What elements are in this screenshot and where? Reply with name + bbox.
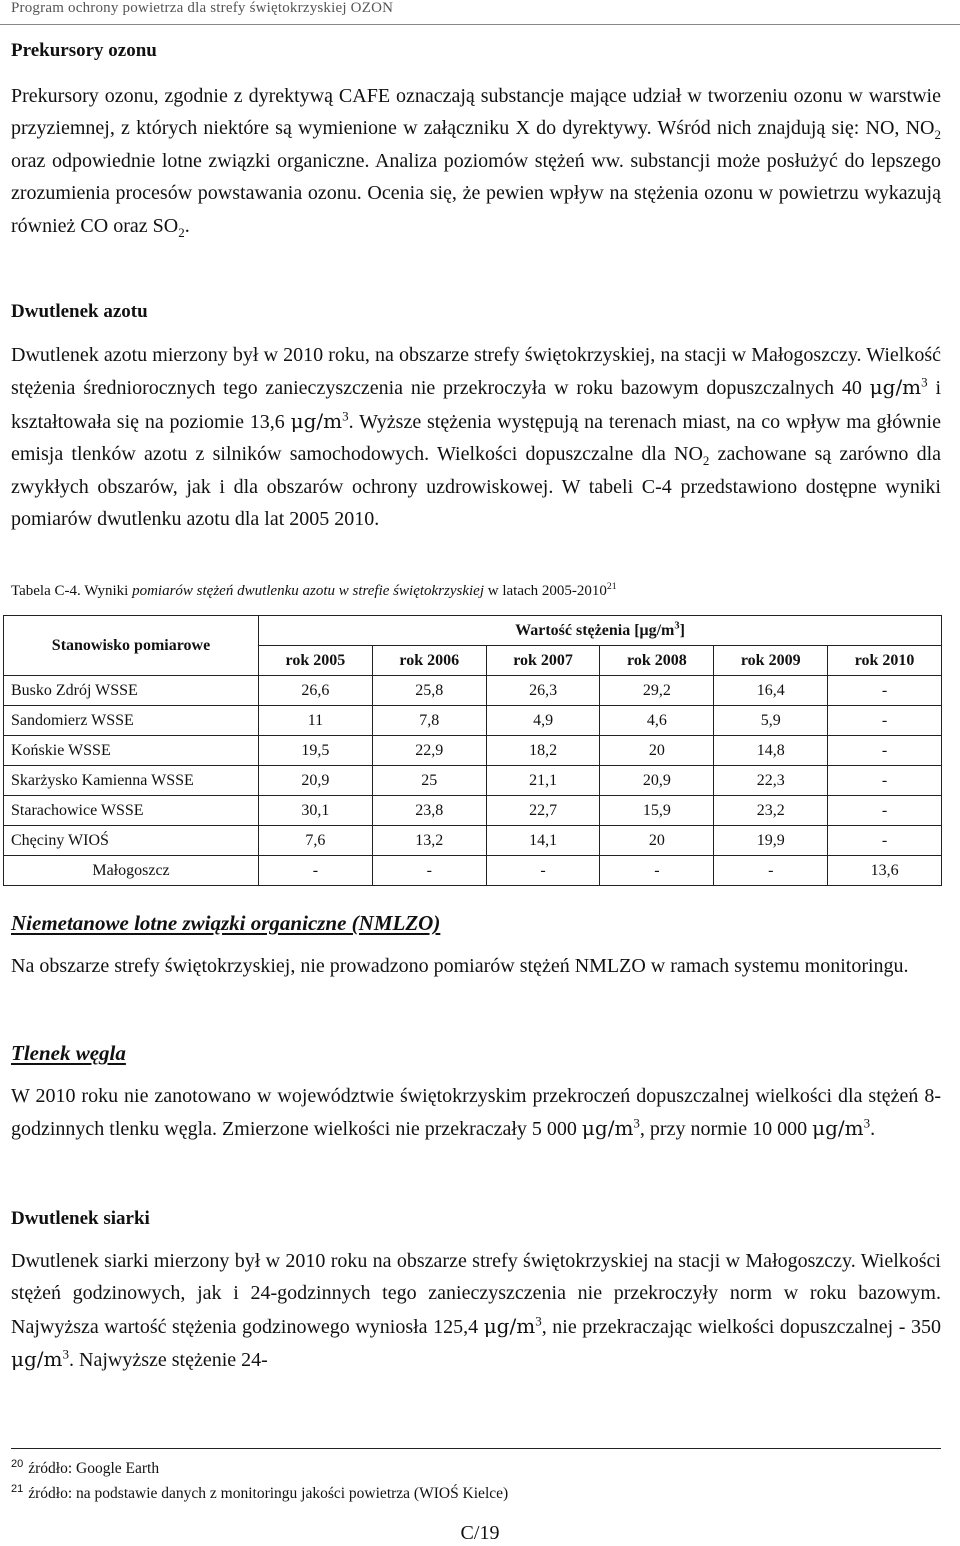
table-cell: 16,4 (714, 676, 828, 706)
table-cell: 30,1 (259, 796, 373, 826)
table-cell: 4,6 (600, 706, 714, 736)
footnote-rule (11, 1448, 941, 1449)
heading-no2: Dwutlenek azotu (11, 301, 148, 322)
table-cell: 14,1 (486, 826, 600, 856)
station-name: Starachowice WSSE (4, 796, 259, 826)
table-cell: 25,8 (372, 676, 486, 706)
table-row (4, 706, 942, 736)
table-cell: 21,1 (486, 766, 600, 796)
year-header: rok 2009 (714, 646, 828, 676)
heading-co: Tlenek węgla (11, 1041, 126, 1065)
year-header: rok 2008 (600, 646, 714, 676)
table-cell: 22,9 (372, 736, 486, 766)
station-name: Skarżysko Kamienna WSSE (4, 766, 259, 796)
table-cell: - (828, 766, 942, 796)
value-header: Wartość stężenia $[\mu g/m^3]$ (259, 616, 942, 646)
table-cell: 20 (600, 826, 714, 856)
table-cell: 5,9 (714, 706, 828, 736)
table-cell: 23,8 (372, 796, 486, 826)
year-header: rok 2007 (486, 646, 600, 676)
table-cell: 13,2 (372, 826, 486, 856)
table-cell: 22,3 (714, 766, 828, 796)
table-row (4, 736, 942, 766)
table-cell: - (828, 826, 942, 856)
table-cell: 11 (259, 706, 373, 736)
table-cell: 20 (600, 736, 714, 766)
table-cell: - (828, 706, 942, 736)
table-cell: 7,6 (259, 826, 373, 856)
page-number: C/19 (460, 1522, 500, 1544)
table-cell: - (600, 856, 714, 886)
running-header: Program ochrony powietrza dla strefy świętokrzyskiej OZON (11, 0, 394, 16)
paragraph-nmvoc: Na obszarze strefy świętokrzyskiej, nie prowadzono pomiarów stężeń NMLZO w ramach systemu monitoringu. (11, 955, 909, 977)
station-name: Busko Zdrój WSSE (4, 676, 259, 706)
heading-precursors: Prekursory ozonu (11, 40, 157, 61)
table-cell: 18,2 (486, 736, 600, 766)
table-row (4, 676, 942, 706)
heading-so2: Dwutlenek siarki (11, 1208, 150, 1229)
table-cell: 4,9 (486, 706, 600, 736)
table-cell: 22,7 (486, 796, 600, 826)
table-row (4, 766, 942, 796)
paragraph-so2: Dwutlenek siarki mierzony był w 2010 roku na obszarze strefy świętokrzyskiej na stacji w Małogoszczy. Wielkości stężeń godzinowych, jak i 24-godzinnych tego zanieczyszczenia nie przekroczyły norm w roku bazowym. Najwyższa wartość stężenia godzinowego wyniosła 125,4 $\mu g/m^3$, nie przekraczając wielkości dopuszczalnej - 350 $\mu g/m^3$. Najwyższe stężenie 24- (11, 1250, 941, 1372)
table-cell: - (372, 856, 486, 886)
table-cell: 29,2 (600, 676, 714, 706)
year-header: rok 2006 (372, 646, 486, 676)
table-cell: 19,9 (714, 826, 828, 856)
table-cell: - (828, 676, 942, 706)
table-cell: 25 (372, 766, 486, 796)
table-cell: 23,2 (714, 796, 828, 826)
table-cell: 26,3 (486, 676, 600, 706)
table-row (4, 856, 942, 886)
station-name: Końskie WSSE (4, 736, 259, 766)
year-header: rok 2010 (828, 646, 942, 676)
table-row (4, 826, 942, 856)
station-name: Małogoszcz (4, 856, 259, 886)
table-cell: 20,9 (259, 766, 373, 796)
paragraph-no2: Dwutlenek azotu mierzony był w 2010 roku, na obszarze strefy świętokrzyskiej, na stacji w Małogoszczy. Wielkość stężenia średniorocznych tego zanieczyszczenia nie przekroczyła w roku bazowym dopuszczalnych 40 $\mu g/m^3$ i kształtowała się na poziomie 13,6 $\mu g/m^3$. Wyższe stężenia występują na terenach miast, na co wpływ ma głównie emisja tlenków azotu z silników samochodowych. Wielkości dopuszczalne dla $NO_2$ zachowane są zarówno dla zwykłych obszarów, jak i dla obszarów ochrony uzdrowiskowej. W tabeli C-4 przedstawiono dostępne wyniki pomiarów dwutlenku azotu dla lat 2005 2010. (11, 344, 942, 531)
year-header: rok 2005 (259, 646, 373, 676)
table-cell: - (828, 736, 942, 766)
paragraph-co: W 2010 roku nie zanotowano w województwie świętokrzyskim przekroczeń dopuszczalnej wielkości dla stężeń 8-godzinnych tlenku węgla. Zmierzone wielkości nie przekraczały 5 000 $\mu g/m^3$, przy normie 10 000 $\mu g/m^3$. (11, 1085, 941, 1141)
station-name: Chęciny WIOŚ (4, 826, 259, 856)
footnote-20: $^{20}$ źródło: Google Earth (11, 1458, 160, 1478)
table-cell: 7,8 (372, 706, 486, 736)
station-name: Sandomierz WSSE (4, 706, 259, 736)
table-cell: - (486, 856, 600, 886)
table-row (4, 796, 942, 826)
table-cell: - (828, 796, 942, 826)
paragraph-precursors: Prekursory ozonu, zgodnie z dyrektywą CAFE oznaczają substancje mające udział w tworzeniu ozonu w warstwie przyziemnej, z których niektóre są wymienione w załączniku X do dyrektywy. Wśród nich znajdują się: NO, $NO_2$ oraz odpowiednie lotne związki organiczne. Analiza poziomów stężeń ww. substancji może posłużyć do lepszego zrozumienia procesów powstawania ozonu. Ocenia się, że pewien wpływ na stężenia ozonu w powietrzu wykazują również CO oraz $SO_2$. (11, 85, 941, 240)
table-cell: 20,9 (600, 766, 714, 796)
no2-table (3, 615, 942, 886)
heading-nmvoc: Niemetanowe lotne związki organiczne (NMLZO) (11, 911, 441, 935)
header-rule (0, 24, 960, 25)
table-cell: 14,8 (714, 736, 828, 766)
table-cell: - (259, 856, 373, 886)
table-cell: - (714, 856, 828, 886)
table-caption: Tabela C-4. Wyniki pomiarów stężeń dwutlenku azotu w strefie świętokrzyskiej w latach 2005-2010$^{21}$ (11, 581, 617, 599)
table-cell: 15,9 (600, 796, 714, 826)
footnote-21: $^{21}$ źródło: na podstawie danych z monitoringu jakości powietrza (WIOŚ Kielce) (11, 1483, 509, 1503)
table-cell: 19,5 (259, 736, 373, 766)
table-cell: 13,6 (828, 856, 942, 886)
station-header: Stanowisko pomiarowe (4, 616, 259, 676)
table-cell: 26,6 (259, 676, 373, 706)
